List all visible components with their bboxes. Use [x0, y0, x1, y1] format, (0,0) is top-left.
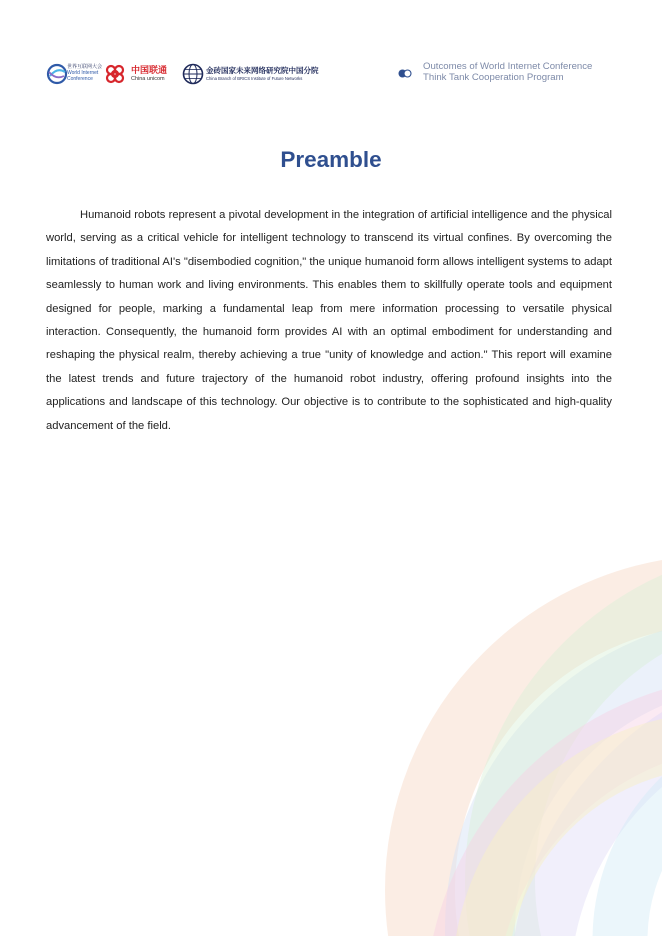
program-label-line1: Outcomes of World Internet Conference — [423, 61, 593, 72]
program-label — [396, 61, 616, 87]
china-unicom-logo — [102, 60, 174, 88]
toggle-icon — [398, 69, 412, 78]
wic-chinese-name: 世界互联网大会 — [67, 64, 103, 70]
preamble-paragraph: Humanoid robots represent a pivotal development in the integration of artificial intelligence and the physical world, serving as a critical vehicle for intelligent technology to transcend its virtual confines. By overcoming the limitations of traditional AI's "disembodied cognition," the unique humanoid form allows intelligent systems to adapt seamlessly to human work and living environments. This enables them to skillfully operate tools and equipment designed for people, marking a fundamental leap from mere information processing to versatile physical interaction. Consequently, the humanoid form provides AI with an optimal embodiment for understanding and reshaping the physical realm, thereby achieving a true "unity of knowledge and action." This report will examine the latest trends and future trajectory of the humanoid robot industry, offering profound insights into the applications and landscape of this technology. Our objective is to contribute to the sophisticated and high-quality advancement of the field. — [46, 209, 612, 432]
china-unicom-english-name: China unicom — [131, 76, 165, 82]
page-title: Preamble — [280, 147, 382, 172]
wic-english-name-line1: World Internet — [67, 70, 99, 76]
brics-institute-logo — [182, 60, 332, 88]
program-label-line2: Think Tank Cooperation Program — [423, 72, 564, 83]
china-unicom-knot-icon — [102, 61, 128, 87]
brics-institute-chinese-name: 金砖国家未来网络研究院中国分院 — [206, 66, 319, 75]
world-internet-conference-emblem-icon — [46, 63, 68, 85]
world-internet-conference-logo — [46, 60, 102, 88]
page-header — [46, 60, 616, 88]
brics-institute-english-name: China Branch of BRICS Institute of Future Networks — [206, 76, 303, 81]
brics-institute-globe-icon — [182, 63, 204, 85]
wic-english-name-line2: Conference — [67, 76, 93, 82]
china-unicom-chinese-name: 中国联通 — [131, 65, 168, 75]
